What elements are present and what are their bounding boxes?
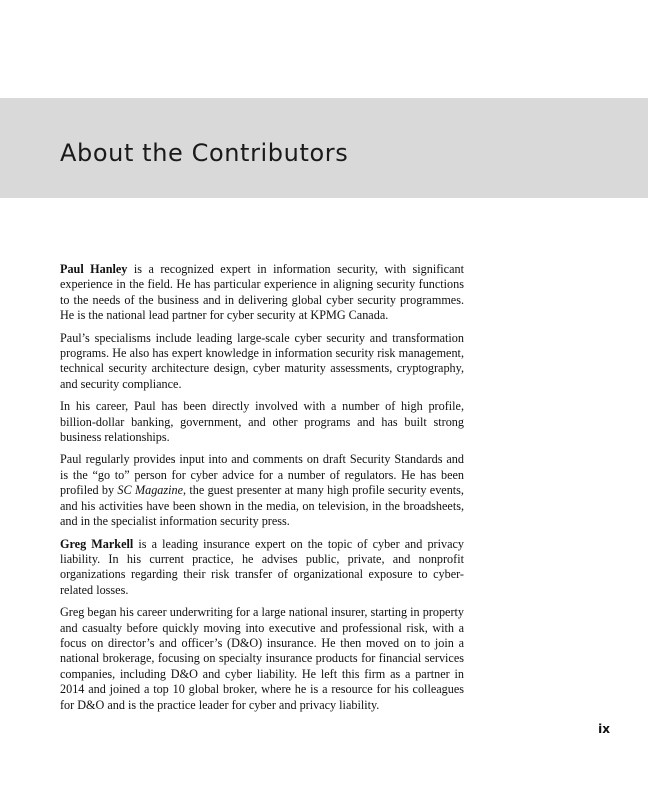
paragraph-text: is a recognized expert in information security, with significant experience in the field. He has particular experience in aligning security functions to the needs of the business and in delivering global cyber security programmes. He is the national lead partner for cyber security at KPMG Canada. [60, 262, 464, 323]
paragraph-paul-hanley-advisory [60, 452, 464, 529]
paragraph-paul-hanley-specialisms: Paul’s specialisms include leading large-scale cyber security and transformation programs. He also has expert knowledge in information security risk management, technical security architecture design, cyber maturity assessments, cryptography, and security compliance. [60, 330, 464, 391]
paragraph-text: , the guest presenter at many high profile security events, and his activities have been shown in the media, on television, in the broadsheets, and in the specialist information security press. [60, 483, 464, 529]
page-number: ix [598, 722, 610, 736]
page-title: About the Contributors [60, 139, 349, 167]
contributor-name-paul-hanley: Paul Hanley [60, 262, 128, 276]
paragraph-text: Paul regularly provides input into and comments on draft Security Standards and is the “go to” person for cyber advice for a number of regulators. He has been profiled by [60, 452, 464, 498]
paragraph-paul-hanley-career: In his career, Paul has been directly involved with a number of high profile, billion-dollar banking, government, and other programs and has built strong business relationships. [60, 399, 464, 445]
contributors-body [60, 262, 464, 720]
paragraph-paul-hanley-intro [60, 262, 464, 324]
contributor-name-greg-markell: Greg Markell [60, 536, 134, 551]
paragraph-greg-markell-career: Greg began his career underwriting for a large national insurer, starting in property and casualty before quickly moving into executive and professional risk, with a focus on director’s and officer’s (D&O) insurance. He then moved on to join a national brokerage, focusing on specialty insurance products for financial services companies, including D&O and cyber liability. He left this firm as a partner in 2014 and joined a top 10 global broker, where he is a resource for his colleagues for D&O and is the practice leader for cyber and privacy liability. [60, 605, 464, 712]
publication-title: SC Magazine [117, 483, 184, 498]
paragraph-text: is a leading insurance expert on the topic of cyber and privacy liability. In his current practice, he advises public, private, and nonprofit organizations regarding their risk transfer of organizational exposure to cyber-related losses. [60, 536, 464, 597]
paragraph-greg-markell-intro [60, 537, 464, 599]
